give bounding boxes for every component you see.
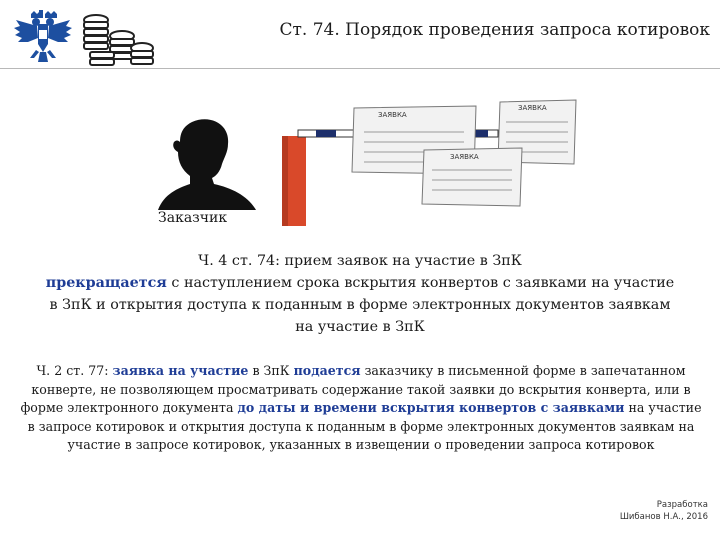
p1-text-b: с наступлением срока вскрытия конвертов с заявками на участие в ЗпК и открытия доступа к поданным в форме электронных документов заявкам на участие в ЗпК bbox=[49, 275, 675, 335]
customer-label: Заказчик bbox=[158, 210, 228, 226]
p1-text-a: Ч. 4 ст. 74: прием заявок на участие в ЗпК bbox=[198, 253, 522, 269]
customer-silhouette-icon bbox=[152, 118, 262, 210]
p2-highlight-application: заявка на участие bbox=[112, 363, 249, 378]
author-credit bbox=[620, 499, 708, 523]
paragraph-part-4 bbox=[40, 250, 680, 338]
paragraph-part-2 bbox=[18, 362, 704, 455]
page-title: Ст. 74. Порядок проведения запроса котировок bbox=[279, 20, 710, 40]
eagle-emblem-icon bbox=[12, 10, 74, 66]
header-divider bbox=[0, 68, 720, 69]
application-doc-label: ЗАЯВКА bbox=[518, 104, 547, 112]
p2-text-d: на участие в запросе котировок и открытия доступа к поданным в форме электронных документов заявкам на участие в запросе котировок, указанных в извещении о проведении запроса котировок bbox=[27, 400, 702, 452]
credit-line-2: Шибанов Н.А., 2016 bbox=[619, 512, 708, 522]
p2-text-a: Ч. 2 ст. 77: bbox=[36, 363, 109, 378]
credit-line-1: Разработка bbox=[656, 500, 708, 510]
p2-text-c: заказчику в письменной форме в запечатанном конверте, не позволяющем просматривать содержание такой заявки до вскрытия конверта, или в форме электронного документа bbox=[20, 363, 691, 415]
application-doc-3 bbox=[420, 146, 524, 208]
p2-highlight-deadline: до даты и времени вскрытия конвертов с заявками bbox=[237, 400, 625, 415]
p2-highlight-submitted: подается bbox=[293, 363, 361, 378]
p1-highlight-terminates: прекращается bbox=[45, 275, 167, 291]
coins-icon bbox=[80, 12, 156, 70]
p2-text-b: в ЗпК bbox=[252, 363, 290, 378]
application-doc-label: ЗАЯВКА bbox=[450, 153, 479, 161]
application-doc-label: ЗАЯВКА bbox=[378, 111, 407, 119]
